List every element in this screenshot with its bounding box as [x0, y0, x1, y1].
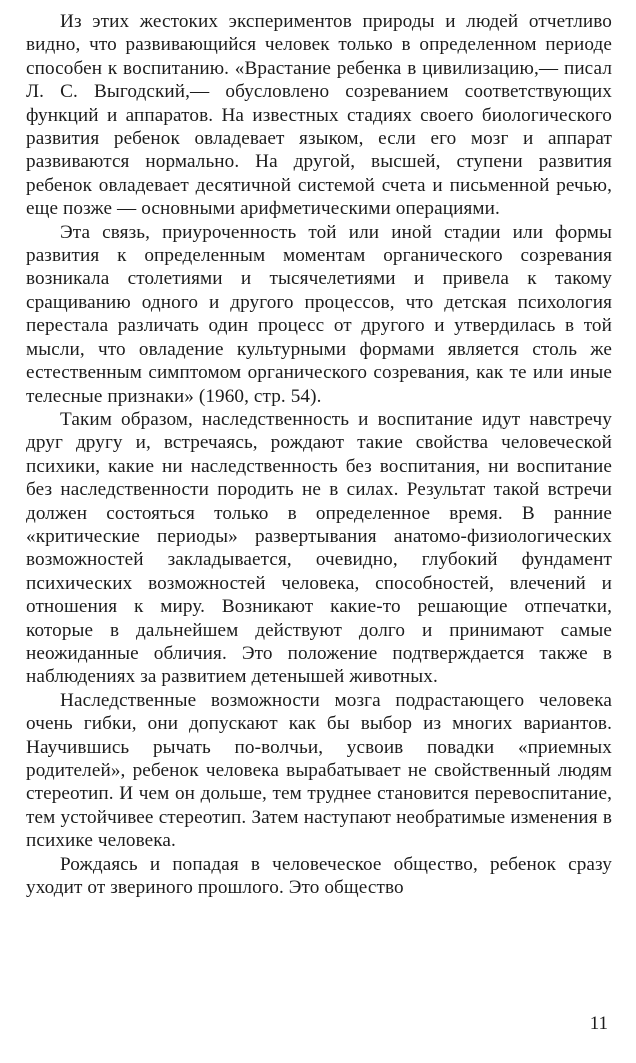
page-number: 11: [589, 1013, 608, 1034]
body-text: [26, 10, 612, 899]
paragraph-1: Из этих жестоких экспериментов природы и людей отчетливо видно, что развивающийся человек только в определенном периоде способен к воспитанию. «Врастание ребенка в цивилизацию,— писал Л. С. Выгодский,— обусловлено созреванием соответствующих функций и аппаратов. На известных стадиях своего биологического развития ребенок овладевает языком, если его мозг и аппарат развиваются нормально. На другой, высшей, ступени развития ребенок овладевает десятичной системой счета и письменной речью, еще позже — основными арифметическими операциями.: [26, 11, 612, 220]
paragraph-4: Наследственные возможности мозга подрастающего человека очень гибки, они допускают как бы выбор из многих вариантов. Научившись рычать по-волчьи, усвоив повадки «приемных родителей», ребенок человека вырабатывает не свойственный людям стереотип. И чем он дольше, тем труднее становится перевоспитание, тем устойчивее стереотип. Затем наступают необратимые изменения в психике человека.: [26, 689, 612, 852]
paragraph-5: Рождаясь и попадая в человеческое общество, ребенок сразу уходит от звериного прошлого. Это общество: [26, 853, 612, 899]
paragraph-3: Таким образом, наследственность и воспитание идут навстречу друг другу и, встречаясь, рождают такие свойства человеческой психики, какие ни наследственность без воспитания, ни воспитание без наследственности породить не в силах. Результат такой встречи должен состояться только в определенное время. В ранние «критические периоды» развертывания анатомо-физиологических возможностей закладывается, очевидно, глубокий фундамент психических возможностей человека, способностей, влечений и отношения к миру. Возникают какие-то решающие отпечатки, которые в дальнейшем действуют долго и принимают самые неожиданные обличия. Это положение подтверждается также в наблюдениях за развитием детенышей животных.: [26, 408, 612, 688]
paragraph-2: Эта связь, приуроченность той или иной стадии или формы развития к определенным моментам органического созревания возникала столетиями и тысячелетиями и привела к такому сращиванию одного и другого процессов, что детская психология перестала различать один процесс от другого и утвердилась в той мысли, что овладение культурными формами является столь же естественным симптомом органического созревания, как те или иные телесные признаки» (1960, стр. 54).: [26, 221, 612, 407]
book-page: [26, 10, 612, 1053]
